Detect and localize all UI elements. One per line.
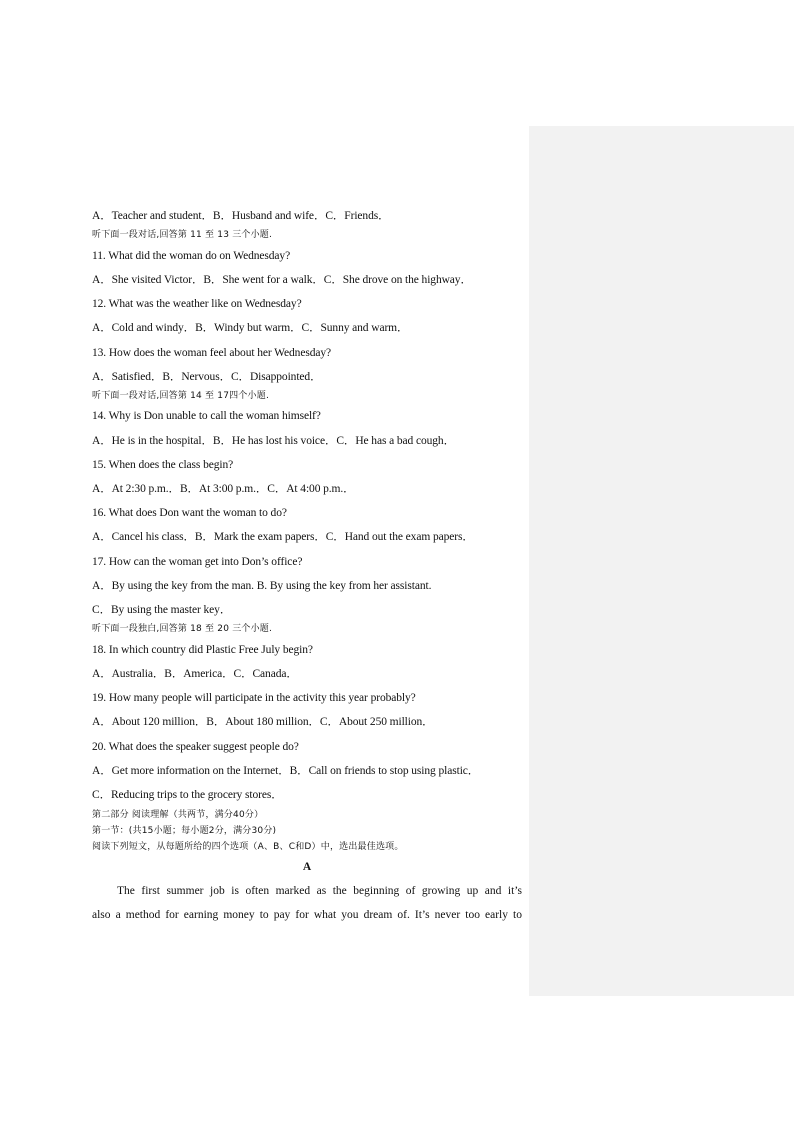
answer-options-line: C．Reducing trips to the grocery stores．: [92, 788, 283, 801]
document-body: [92, 204, 532, 928]
comment-pane: [529, 126, 794, 996]
passage-line-1: The first summer job is often marked as the beginning of growing up and it’s: [117, 885, 522, 898]
part-heading: 第二部分 阅读理解（共两节，满分40分）: [92, 810, 264, 821]
section-instruction: 听下面一段对话,回答第 11 至 13 三个小题.: [92, 230, 273, 241]
answer-options-line: A．Satisfied．B．Nervous．C．Disappointed．: [92, 370, 322, 383]
question-line: 11. What did the woman do on Wednesday?: [92, 249, 291, 262]
question-lines: [92, 204, 532, 855]
section-heading: 第一节：(共15小题；每小题2分，满分30分): [92, 826, 277, 837]
answer-options-line: C．By using the master key．: [92, 604, 232, 617]
answer-options-line: A．Cold and windy．B．Windy but warm．C．Sunny and warm．: [92, 322, 409, 335]
answer-options-line: A．He is in the hospital．B．He has lost his voice．C．He has a bad cough．: [92, 434, 455, 447]
answer-options-line: A．Teacher and student．B．Husband and wife．C．Friends．: [92, 210, 390, 222]
passage-letter: A: [302, 861, 312, 874]
answer-options-line: A．At 2:30 p.m.．B．At 3:00 p.m.．C．At 4:00 p.m.．: [92, 483, 355, 496]
section-instruction: 听下面一段独白,回答第 18 至 20 三个小题.: [92, 624, 273, 635]
question-line: 15. When does the class begin?: [92, 458, 234, 471]
answer-options-line: A．Cancel his class．B．Mark the exam papers．C．Hand out the exam papers．: [92, 531, 474, 544]
question-line: 18. In which country did Plastic Free July begin?: [92, 643, 313, 656]
section-instruction: 听下面一段对话,回答第 14 至 17四个小题.: [92, 390, 270, 401]
question-line: 12. What was the weather like on Wednesday?: [92, 298, 302, 311]
answer-options-line: A．By using the key from the man. B. By using the key from her assistant.: [92, 579, 432, 592]
question-line: 14. Why is Don unable to call the woman himself?: [92, 410, 321, 423]
answer-options-line: A．Get more information on the Internet．B．Call on friends to stop using plastic．: [92, 764, 480, 777]
answer-options-line: A．About 120 million．B．About 180 million．C．About 250 million．: [92, 716, 434, 729]
question-line: 13. How does the woman feel about her Wednesday?: [92, 346, 332, 359]
question-line: 20. What does the speaker suggest people do?: [92, 740, 299, 753]
question-line: 17. How can the woman get into Don’s office?: [92, 555, 303, 568]
question-line: 16. What does Don want the woman to do?: [92, 507, 287, 520]
question-line: 19. How many people will participate in the activity this year probably?: [92, 692, 416, 705]
passage-line-2: also a method for earning money to pay for what you dream of. It’s never too early to: [92, 909, 522, 922]
answer-options-line: A．Australia．B．America．C．Canada．: [92, 667, 298, 680]
answer-options-line: A．She visited Victor．B．She went for a walk．C．She drove on the highway．: [92, 273, 472, 286]
reading-instruction: 阅读下列短文，从每题所给的四个选项（A、B、C和D）中，选出最佳选项。: [92, 842, 404, 853]
